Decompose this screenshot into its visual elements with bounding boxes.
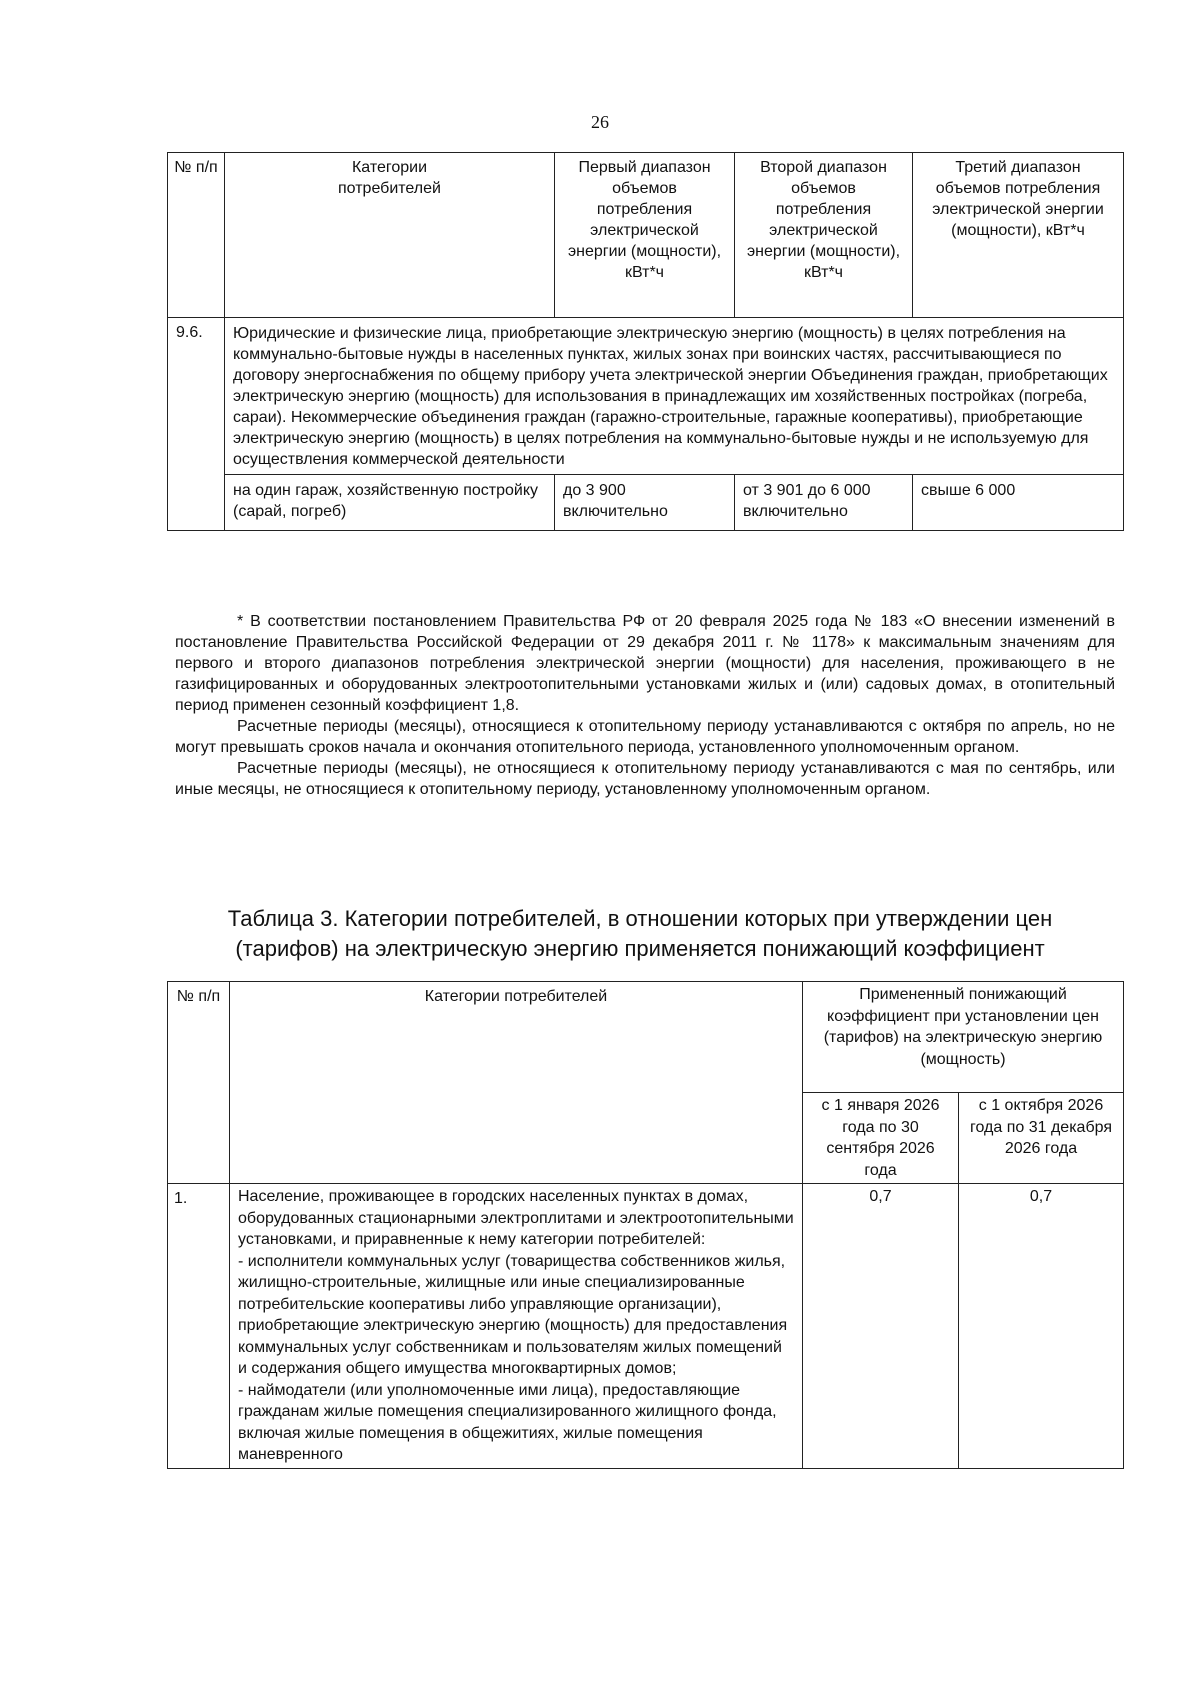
table-3-title <box>175 904 1105 964</box>
row-range3: свыше 6 000 <box>913 475 1124 531</box>
row-range1: до 3 900 включительно <box>555 475 735 531</box>
table-3-title-line1: Таблица 3. Категории потребителей, в отношении которых при утверждении цен <box>227 906 1053 931</box>
header-num: № п/п <box>168 982 230 1184</box>
header-period2: с 1 октября 2026 года по 31 декабря 2026 года <box>959 1093 1124 1184</box>
footnotes <box>175 611 1115 800</box>
footnote-heating-period: Расчетные периоды (месяцы), относящиеся к отопительному периоду устанавливаются с октября по апрель, но не могут превышать сроков начала и окончания отопительного периода, установленного уполномоченным органом. <box>175 718 1115 756</box>
header-period1: с 1 января 2026 года по 30 сентября 2026 года <box>803 1093 959 1184</box>
footnote-non-heating-period: Расчетные периоды (месяцы), не относящиеся к отопительному периоду устанавливаются с мая по сентябрь, или иные месяцы, не относящиеся к отопительному периоду, установленному уполномоченным органом. <box>175 760 1115 798</box>
row-value-period2: 0,7 <box>959 1184 1124 1469</box>
header-coefficient: Примененный понижающий коэффициент при установлении цен (тарифов) на электрическую энергию (мощность) <box>803 982 1124 1093</box>
table-row <box>168 1184 1124 1469</box>
table-3-title-line2: (тарифов) на электрическую энергию применяется понижающий коэффициент <box>235 936 1045 961</box>
row-sub-category: на один гараж, хозяйственную постройку (сарай, погреб) <box>225 475 555 531</box>
table-header-row <box>168 153 1124 318</box>
row-range2: от 3 901 до 6 000 включительно <box>735 475 913 531</box>
footnote-seasonal-coefficient: * В соответствии постановлением Правительства РФ от 20 февраля 2025 года № 183 «О внесении изменений в постановление Правительства Российской Федерации от 29 декабря 2011 г. № 1178» к максимальным значениям для первого и второго диапазонов потребления электрической энергии (мощности) для населения, проживающего в не газифицированных и оборудованных электроотопительными установками жилых и (или) садовых домах, в отопительный период применен сезонный коэффициент 1,8. <box>175 613 1115 714</box>
list-item: - исполнители коммунальных услуг (товарищества собственников жилья, жилищно-строительные, жилищные или иные специализированные потребительские кооперативы либо управляющие организации), приобретающие электрическую энергию (мощность) для предоставления коммунальных услуг собственникам и пользователям жилых помещений и содержания общего имущества многоквартирных домов; <box>238 1252 788 1377</box>
row-value-period1: 0,7 <box>803 1184 959 1469</box>
consumption-ranges-table <box>167 152 1124 531</box>
header-range1: Первый диапазон объемов потребления электрической энергии (мощности), кВт*ч <box>555 153 735 318</box>
row-description: Юридические и физические лица, приобретающие электрическую энергию (мощность) в целях потребления на коммунально-бытовые нужды в населенных пунктах, жилых зонах при воинских частях, рассчитывающиеся по договору энергоснабжения по общему прибору учета электрической энергии Объединения граждан, приобретающих электрическую энергию (мощность) для использования в принадлежащих им хозяйственных постройках (погреба, сараи). Некоммерческие объединения граждан (гаражно-строительные, гаражные кооперативы), приобретающие электрическую энергию (мощность) в целях потребления на коммунально-бытовые нужды и не используемую для осуществления коммерческой деятельности <box>225 318 1124 475</box>
table-row <box>168 475 1124 531</box>
list-item: - наймодатели (или уполномоченные ими лица), предоставляющие гражданам жилые помещения специализированного жилищного фонда, включая жилые помещения в общежитиях, жилые помещения маневренного <box>238 1381 777 1463</box>
header-range3: Третий диапазон объемов потребления электрической энергии (мощности), кВт*ч <box>913 153 1124 318</box>
table-header-row <box>168 982 1124 1093</box>
row-intro: Население, проживающее в городских населенных пунктах в домах, оборудованных стационарными электроплитами и электроотопительными установками, и приравненные к нему категории потребителей: <box>238 1188 794 1248</box>
header-range2: Второй диапазон объемов потребления электрической энергии (мощности), кВт*ч <box>735 153 913 318</box>
row-category <box>230 1184 803 1469</box>
header-num: № п/п <box>168 153 225 318</box>
row-num: 9.6. <box>168 318 225 531</box>
page-number: 26 <box>591 112 609 132</box>
reduction-coefficient-table <box>167 981 1124 1469</box>
header-category: Категории потребителей <box>225 153 555 318</box>
row-num: 1. <box>168 1184 230 1469</box>
table-row <box>168 318 1124 475</box>
header-category: Категории потребителей <box>230 982 803 1184</box>
